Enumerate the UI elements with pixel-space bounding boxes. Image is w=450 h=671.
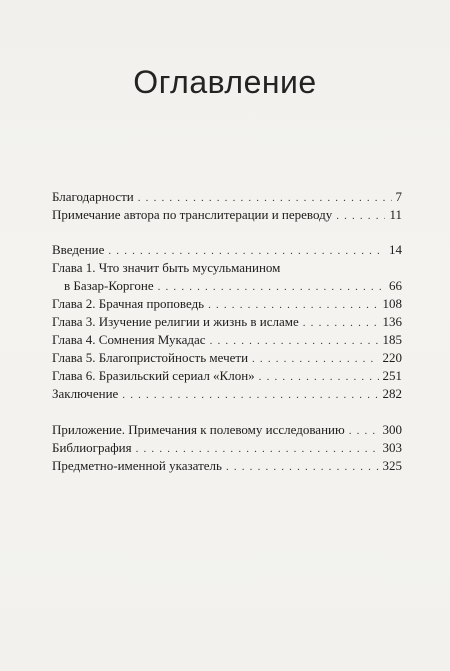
toc-entry (52, 206, 402, 224)
toc-entry-label: Предметно-именной указатель (52, 458, 222, 473)
toc-entry-label: Примечание автора по транслитерации и переводу (52, 207, 333, 222)
toc-entry-label: Заключение (52, 386, 119, 401)
toc-entry-page: 185 (382, 332, 402, 347)
toc-entry-label: Благодарности (52, 189, 134, 204)
toc-entry-page: 11 (389, 207, 402, 222)
toc-entry-page: 136 (382, 314, 402, 329)
toc-entry-label: Глава 6. Бразильский сериал «Клон» (52, 368, 255, 383)
toc-entry-page: 7 (395, 189, 402, 204)
dot-leader (210, 332, 379, 350)
toc-entry-page: 282 (382, 386, 402, 401)
toc-entry (52, 421, 402, 439)
toc-entry (52, 385, 402, 403)
dot-leader (349, 422, 379, 440)
dot-leader (122, 386, 378, 404)
toc-entry (52, 241, 402, 259)
toc-entry (52, 439, 402, 457)
dot-leader (136, 440, 379, 458)
toc-entry (52, 313, 402, 331)
toc-entry-label: Приложение. Примечания к полевому исследованию (52, 422, 345, 437)
toc-entry-page: 303 (382, 440, 402, 455)
toc-entry-page: 14 (389, 242, 402, 257)
dot-leader (303, 314, 379, 332)
toc-entry (52, 188, 402, 206)
toc-entry-label: Библиография (52, 440, 132, 455)
toc-entry-label: Глава 1. Что значит быть мусульманином (52, 260, 281, 275)
toc-entry (52, 457, 402, 475)
dot-leader (138, 189, 392, 207)
toc-entry-page: 251 (382, 368, 402, 383)
toc-entry-label: Глава 4. Сомнения Мукадас (52, 332, 206, 347)
toc-entry-page: 108 (382, 296, 402, 311)
toc-entry (52, 367, 402, 385)
toc-entry-page: 66 (389, 278, 402, 293)
toc-entry (52, 295, 402, 313)
toc-entry (52, 349, 402, 367)
toc-entry-label: Глава 3. Изучение религии и жизнь в исламе (52, 314, 299, 329)
toc-entry-label: Введение (52, 242, 105, 257)
dot-leader (208, 296, 378, 314)
toc-entry-line1 (52, 259, 402, 277)
toc-entry-label: Глава 2. Брачная проповедь (52, 296, 205, 311)
toc-entry (52, 277, 402, 295)
dot-leader (336, 207, 385, 225)
section-gap (52, 403, 402, 421)
page-title: Оглавление (133, 64, 317, 100)
toc-entry-page: 325 (382, 458, 402, 473)
section-gap (52, 224, 402, 241)
toc-entry-label-continued: в Базар-Коргоне (64, 278, 154, 293)
dot-leader (226, 458, 379, 476)
toc-entry-page: 220 (382, 350, 402, 365)
dot-leader (158, 278, 385, 296)
toc-entry-label: Глава 5. Благопристойность мечети (52, 350, 249, 365)
toc-entry (52, 331, 402, 349)
toc-entry-page: 300 (382, 422, 402, 437)
table-of-contents (52, 188, 402, 475)
dot-leader (252, 350, 378, 368)
dot-leader (108, 242, 385, 260)
dot-leader (259, 368, 379, 386)
